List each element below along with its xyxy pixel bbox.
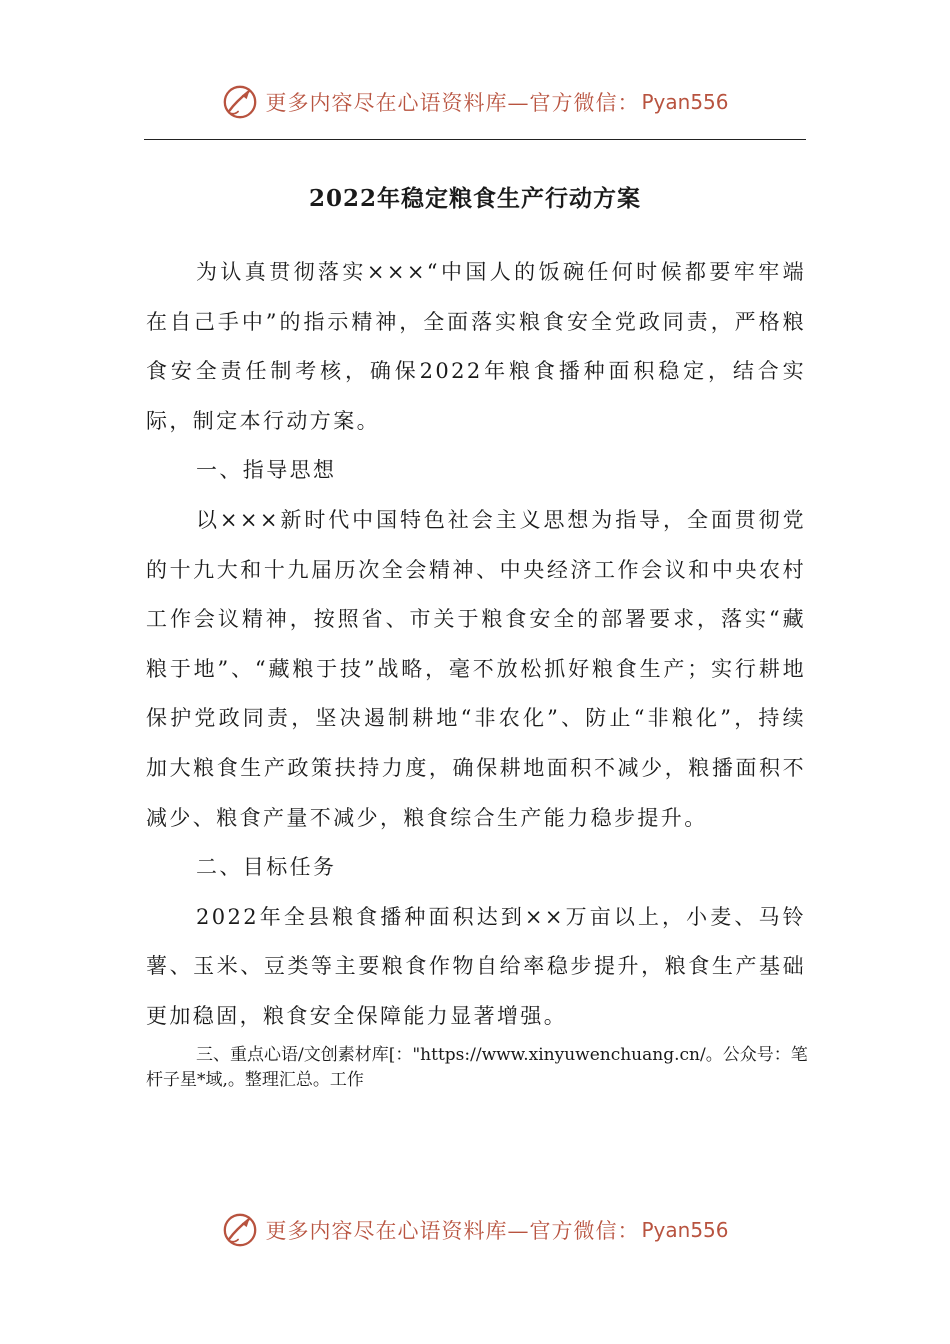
watermark-text: 更多内容尽在心语资料库—官方微信：	[265, 1219, 640, 1243]
header-divider	[144, 139, 806, 140]
pen-logo-icon	[221, 83, 259, 121]
watermark-footer	[0, 1210, 950, 1250]
watermark-header	[0, 82, 950, 122]
document-body	[146, 248, 806, 1042]
intro-paragraph: 为认真贯彻落实×××“中国人的饭碗任何时候都要牢牢端在自己手中”的指示精神，全面落实粮食安全党政同责，严格粮食安全责任制考核，确保2022年粮食播种面积稳定，结合实际，制定本行动方案。	[146, 260, 806, 433]
watermark-wechat-id: Pyan556	[641, 1218, 729, 1242]
section-heading-targets: 二、目标任务	[196, 855, 337, 880]
section-three-paragraph: 三、重点心语/文创素材库[："https://www.xinyuwenchuang.cn/。公众号：笔杆子星*域,。整理汇总。工作	[146, 1045, 808, 1090]
document-title: 2022年稳定粮食生产行动方案	[308, 185, 641, 212]
watermark-wechat-id: Pyan556	[641, 90, 729, 114]
pen-logo-icon	[221, 1211, 259, 1249]
watermark-text: 更多内容尽在心语资料库—官方微信：	[265, 91, 640, 115]
guiding-thought-paragraph: 以×××新时代中国特色社会主义思想为指导，全面贯彻党的十九大和十九届历次全会精神、中央经济工作会议和中央农村工作会议精神，按照省、市关于粮食安全的部署要求，落实“藏粮于地”、“藏粮于技”战略，毫不放松抓好粮食生产；实行耕地保护党政同责，坚决遏制耕地“非农化”、防止“非粮化”，持续加大粮食生产政策扶持力度，确保耕地面积不减少，粮播面积不减少、粮食产量不减少，粮食综合生产能力稳步提升。	[146, 507, 806, 830]
section-heading-guiding-thought: 一、指导思想	[196, 458, 337, 483]
targets-paragraph: 2022年全县粮食播种面积达到××万亩以上，小麦、马铃薯、玉米、豆类等主要粮食作物自给率稳步提升，粮食生产基础更加稳固，粮食安全保障能力显著增强。	[146, 904, 806, 1028]
